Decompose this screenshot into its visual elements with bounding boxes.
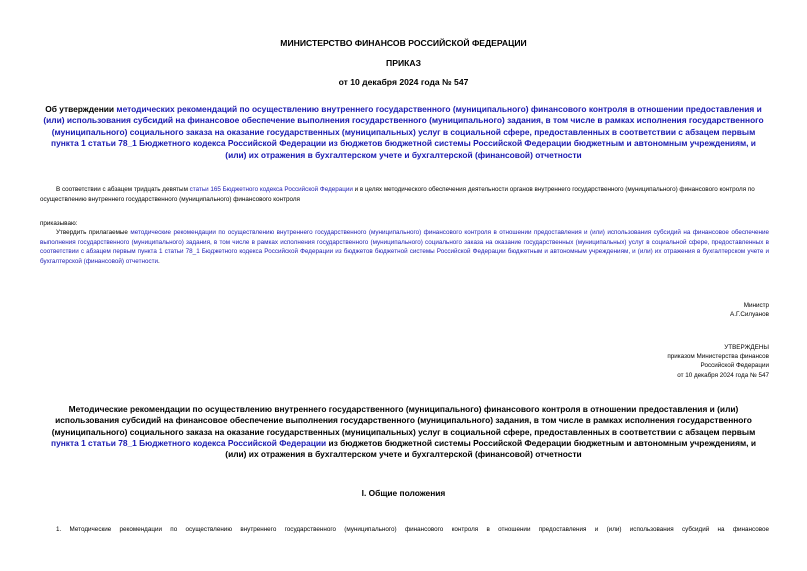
doc-type: ПРИКАЗ — [386, 58, 421, 68]
basis-after: и в целях методического обеспечения деятельности органов внутреннего государственного (муниципального) финансового контроля по осуществлению внутреннего государственного (муниципального) финансового контроля — [40, 186, 755, 203]
signer-position: Министр — [743, 302, 769, 309]
approve-after: . — [158, 257, 160, 265]
budget-code-article-165-link[interactable]: статьи 165 Бюджетного кодекса Российской Федерации — [189, 186, 353, 193]
approved-block — [667, 343, 769, 380]
signature-block — [730, 301, 769, 319]
approved-line-3: Российской Федерации — [700, 362, 769, 370]
methodical-recommendations-title — [40, 404, 767, 460]
basis-paragraph — [40, 185, 769, 204]
basis-before: В соответствии с абзацем тридцать девятым — [56, 186, 190, 193]
document-title — [40, 104, 767, 161]
method-title-after: из бюджетов бюджетной системы Российской Федерации бюджетным и автономным учреждениям, и (или) их отражения в бухгалтерском учете и бухгалтерской (финансовой) отчетности — [225, 437, 756, 460]
title-link[interactable]: методических рекомендаций по осуществлению внутреннего государственного (муниципального) финансового контроля в отношении предоставления и (или) использования субсидий на финансовое обеспечение выполнения государственного (муниципального) задания, в том числе в рамках исполнения государственного (муниципального) социального заказа на оказание государственных (муниципальных) услуг в социальной сфере, предоставленных в соответствии с абзацем первым пункта 1 статьи 78_1 Бюджетного кодекса Российской Федерации из бюджетов бюджетной системы Российской Федерации бюджетным и автономным учреждениям, и (или) их отражения в бухгалтерском учете и бухгалтерской (финансовой) отчетности — [43, 104, 764, 160]
prikazyvayu-label: приказываю: — [40, 220, 78, 227]
methodical-recommendations-link[interactable]: методические рекомендации по осуществлению внутреннего государственного (муниципального) финансового контроля в отношении предоставления и (или) использования субсидий на финансовое обеспечение выполнения государственного (муниципального) задания, в том числе в рамках исполнения государственного (муниципального) социального заказа на оказание государственных (муниципальных) услуг в социальной сфере, предоставленных в соответствии с абзацем первым пункта 1 статьи 78_1 Бюджетного кодекса Российской Федерации из бюджетов бюджетной системы Российской Федерации бюджетным и автономным учреждениям, и (или) их отражения в бухгалтерском учете и бухгалтерской (финансовой) отчетности — [40, 229, 769, 265]
approved-line-2: приказом Министерства финансов — [667, 353, 769, 361]
section-title: I. Общие положения — [361, 488, 446, 498]
method-title-before: Методические рекомендации по осуществлению внутреннего государственного (муниципального) финансового контроля в отношении предоставления и (или) использования субсидий на финансовое обеспечение выполнения государственного (муниципального) задания, в том числе в рамках исполнения государственного (муниципального) социального заказа на оказание государственных (муниципальных) услуг в социальной сфере, предоставленных в соответствии с абзацем первым — [51, 404, 756, 437]
doc-date-number: от 10 декабря 2024 года № 547 — [338, 77, 469, 87]
approved-line-1: УТВЕРЖДЕНЫ — [724, 344, 769, 351]
signer-name: А.Г.Силуанов — [730, 311, 769, 319]
approve-before: Утвердить прилагаемые — [56, 229, 131, 236]
title-prefix: Об утверждении — [45, 104, 117, 114]
approved-line-4: от 10 декабря 2024 года № 547 — [677, 371, 769, 379]
approve-paragraph — [40, 228, 769, 266]
budget-code-article-78-1-link[interactable]: пункта 1 статьи 78_1 Бюджетного кодекса Российской Федерации — [51, 437, 327, 448]
ministry-name: МИНИСТЕРСТВО ФИНАНСОВ РОССИЙСКОЙ ФЕДЕРАЦИИ — [280, 38, 527, 48]
paragraph-1: 1. Методические рекомендации по осуществлению внутреннего государственного (муниципального) финансового контроля в отношении предоставления и (или) использования субсидий на финансовое — [56, 526, 769, 533]
